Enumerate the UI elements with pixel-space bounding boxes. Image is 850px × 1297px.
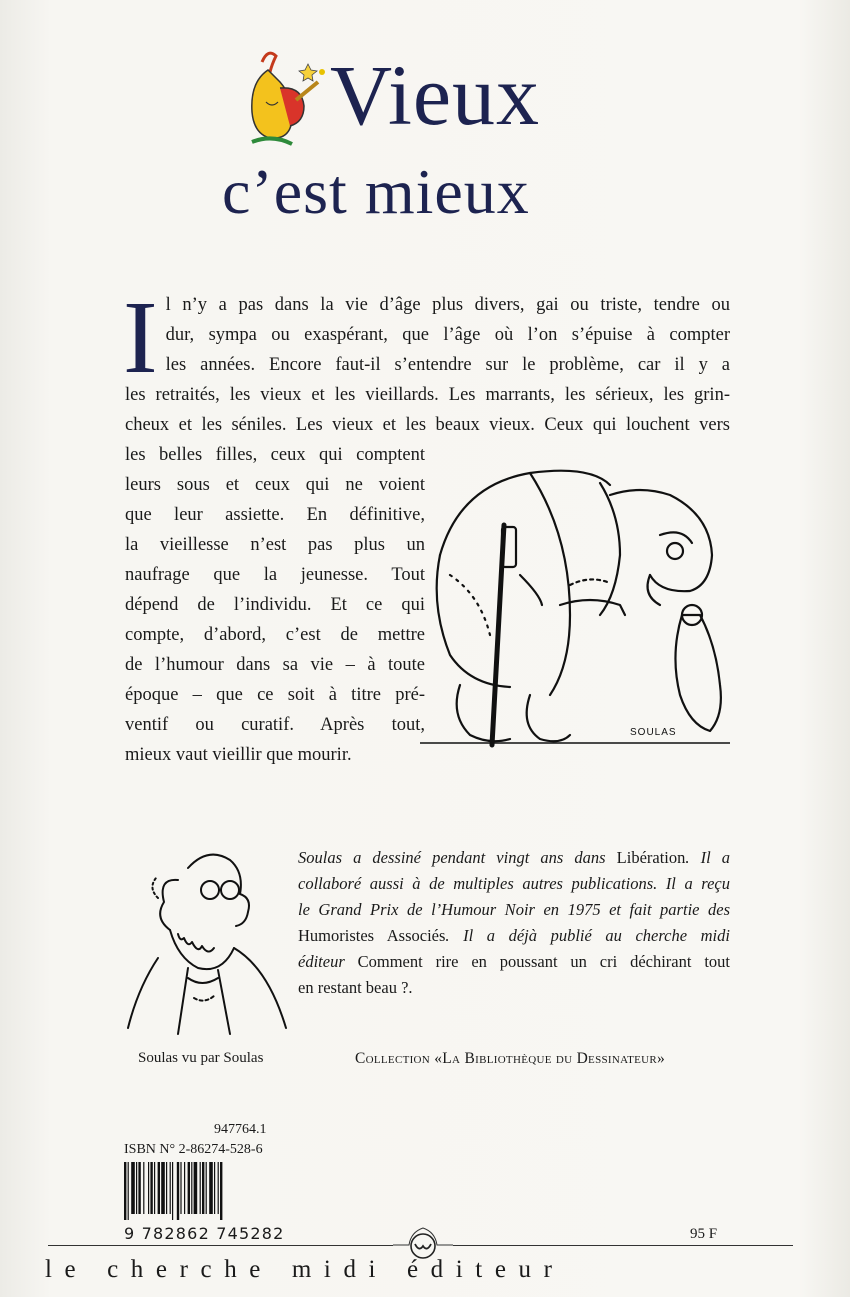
blurb-line: les retraités, les vieux et les vieillards. Les marrants, les sérieux, les grin- bbox=[125, 385, 730, 405]
blurb-line: compte, d’abord, c’est de mettre bbox=[125, 625, 425, 645]
barcode-bar bbox=[180, 1162, 181, 1214]
saxophone-character-illustration bbox=[232, 42, 332, 154]
collection-prefix: Collection bbox=[355, 1050, 431, 1067]
barcode-bar bbox=[191, 1162, 192, 1214]
blurb-line: époque – que ce soit à titre pré- bbox=[125, 685, 425, 705]
barcode-bar bbox=[138, 1162, 140, 1214]
drop-cap: I bbox=[123, 280, 158, 395]
barcode-bar bbox=[184, 1162, 185, 1214]
publisher-name: le cherche midi éditeur bbox=[45, 1256, 565, 1283]
blurb-line: ventif ou curatif. Après tout, bbox=[125, 715, 425, 735]
bio-text: Soulas a dessiné pendant vingt ans dans bbox=[298, 848, 606, 867]
author-bio bbox=[298, 845, 730, 1001]
bio-line bbox=[298, 949, 730, 975]
barcode-bar bbox=[220, 1162, 222, 1220]
barcode-bar bbox=[218, 1162, 219, 1214]
barcode-bar bbox=[136, 1162, 137, 1214]
barcode-bar bbox=[214, 1162, 215, 1214]
bio-text: . Il a déjà publié au cherche midi bbox=[445, 926, 730, 945]
title-line-2: c’est mieux bbox=[222, 156, 530, 227]
barcode-bar bbox=[206, 1162, 207, 1214]
barcode-bar bbox=[188, 1162, 190, 1214]
cartoon-signature: SOULAS bbox=[630, 727, 677, 738]
footer-rule-left bbox=[48, 1245, 393, 1246]
barcode-bar bbox=[128, 1162, 129, 1220]
reference-code: 947764.1 bbox=[214, 1122, 267, 1137]
barcode-bar bbox=[166, 1162, 167, 1214]
blurb-paragraph-1 bbox=[123, 280, 730, 440]
blurb-paragraph-2 bbox=[125, 440, 425, 770]
bio-line: le Grand Prix de l’Humour Noir en 1975 et fait partie des bbox=[298, 900, 730, 919]
bio-group: Humoristes Associés bbox=[298, 926, 446, 945]
barcode-bar bbox=[143, 1162, 144, 1214]
barcode-bar bbox=[131, 1162, 135, 1214]
barcode-bar bbox=[202, 1162, 204, 1214]
bio-text: éditeur bbox=[298, 952, 345, 971]
portrait-caption: Soulas vu par Soulas bbox=[138, 1050, 264, 1066]
blurb-line: dur, sympa ou exaspérant, que l’âge où l’on s’épuise à compter bbox=[165, 325, 730, 345]
barcode-bar bbox=[194, 1162, 198, 1214]
blurb-line: leurs sous et ceux qui ne voient bbox=[125, 475, 425, 495]
collection-name: «La Bibliothèque du Dessinateur» bbox=[434, 1050, 666, 1067]
bio-line bbox=[298, 923, 730, 949]
blurb-line: que leur assiette. En définitive, bbox=[125, 505, 425, 525]
barcode-digits: 9 782862 745282 bbox=[124, 1224, 285, 1243]
author-self-portrait-illustration bbox=[118, 838, 293, 1038]
barcode-bar bbox=[158, 1162, 160, 1214]
barcode bbox=[122, 1162, 274, 1220]
blurb-line: de l’humour dans sa vie – à toute bbox=[125, 655, 425, 675]
blurb-line: les belles filles, ceux qui comptent bbox=[125, 445, 425, 465]
blurb-line: l n’y a pas dans la vie d’âge plus divers, gai ou triste, tendre ou bbox=[165, 295, 730, 315]
barcode-bar bbox=[172, 1162, 173, 1220]
barcode-bar bbox=[150, 1162, 152, 1214]
blurb-line: dépend de l’individu. Et ce qui bbox=[125, 595, 425, 615]
old-man-cartoon-illustration bbox=[420, 455, 730, 750]
bio-text: . Il a bbox=[685, 848, 731, 867]
bio-line: en restant beau ?. bbox=[298, 978, 413, 997]
blurb-line: les années. Encore faut-il s’entendre sur le problème, car il y a bbox=[165, 355, 730, 375]
barcode-bar bbox=[154, 1162, 155, 1214]
blurb-line: mieux vaut vieillir que mourir. bbox=[125, 745, 352, 765]
blurb-line: la vieillesse n’est pas plus un bbox=[125, 535, 425, 555]
isbn-number: ISBN N° 2-86274-528-6 bbox=[124, 1142, 263, 1157]
bio-book-title: Comment rire en poussant un cri déchirant tout bbox=[344, 952, 730, 971]
barcode-bar bbox=[200, 1162, 201, 1214]
barcode-bar bbox=[124, 1162, 126, 1220]
blurb-line: cheux et les séniles. Les vieux et les beaux vieux. Ceux qui louchent vers bbox=[125, 415, 730, 435]
bio-newspaper: Libération bbox=[616, 848, 686, 867]
barcode-bar bbox=[177, 1162, 179, 1220]
collection-label bbox=[355, 1050, 665, 1068]
blurb-line: naufrage que la jeunesse. Tout bbox=[125, 565, 425, 585]
barcode-bar bbox=[148, 1162, 149, 1214]
title-line-1: Vieux bbox=[330, 47, 541, 143]
barcode-bar bbox=[161, 1162, 165, 1214]
barcode-bar bbox=[209, 1162, 213, 1214]
bio-line: collaboré aussi à de multiples autres publications. Il a reçu bbox=[298, 874, 730, 893]
barcode-bar bbox=[170, 1162, 171, 1214]
bio-line bbox=[298, 845, 730, 871]
footer-rule-right bbox=[453, 1245, 793, 1246]
price: 95 F bbox=[690, 1226, 718, 1242]
